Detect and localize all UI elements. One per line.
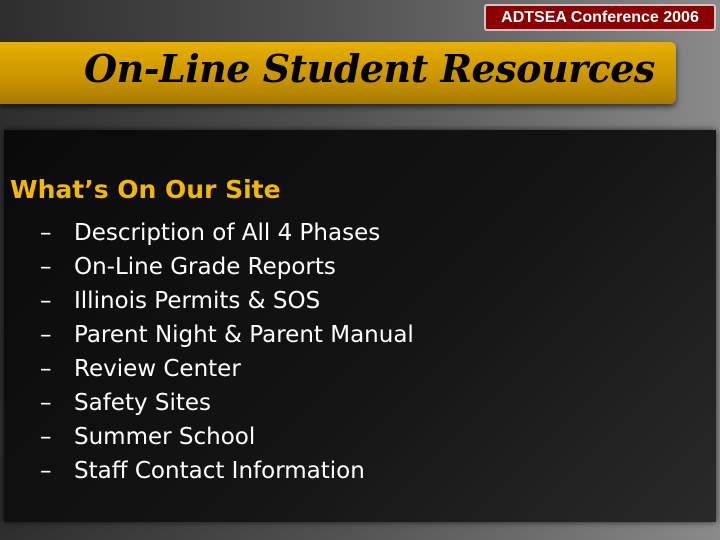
slide-title: On-Line Student Resources [84, 46, 655, 91]
dash-bullet: – [40, 356, 52, 382]
list-item-label: Description of All 4 Phases [74, 220, 381, 246]
dash-bullet: – [40, 458, 52, 484]
list-item-label: Parent Night & Parent Manual [74, 322, 414, 348]
dash-bullet: – [40, 254, 52, 280]
list-item [40, 284, 414, 318]
list-item [40, 352, 414, 386]
list-item-label: Summer School [74, 424, 256, 450]
list-item [40, 216, 414, 250]
list-item-label: Review Center [74, 356, 241, 382]
list-item [40, 318, 414, 352]
list-item [40, 420, 414, 454]
dash-bullet: – [40, 390, 52, 416]
list-item-label: Illinois Permits & SOS [74, 288, 321, 314]
dash-bullet: – [40, 288, 52, 314]
bullet-list [40, 216, 414, 488]
list-item [40, 250, 414, 284]
dash-bullet: – [40, 220, 52, 246]
conference-badge: ADTSEA Conference 2006 [484, 4, 716, 31]
dash-bullet: – [40, 322, 52, 348]
list-item-label: Safety Sites [74, 390, 212, 416]
list-item-label: Staff Contact Information [74, 458, 365, 484]
list-item-label: On-Line Grade Reports [74, 254, 336, 280]
list-item [40, 386, 414, 420]
dash-bullet: – [40, 424, 52, 450]
section-heading: What’s On Our Site [10, 175, 281, 204]
list-item [40, 454, 414, 488]
